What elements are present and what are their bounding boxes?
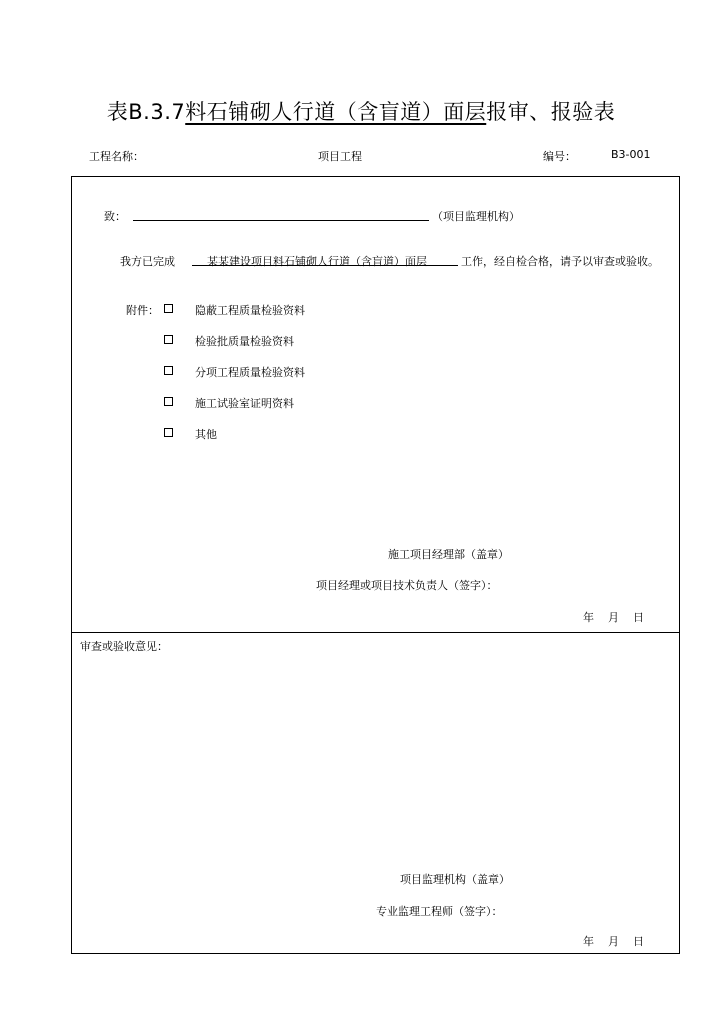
completion-work: 某某建设项目料石铺砌人行道（含盲道）面层 (207, 255, 427, 268)
contractor-dept: 施工项目经理部（盖章） (388, 548, 509, 561)
title-suffix: 报审、报验表 (486, 100, 616, 124)
review-label: 审查或验收意见： (80, 640, 168, 653)
checkbox-sub-item[interactable] (164, 366, 173, 375)
supervisor-signer: 专业监理工程师（签字）： (376, 905, 503, 918)
contractor-date: 年 月 日 (583, 611, 644, 624)
checkbox-inspection-lot[interactable] (164, 335, 173, 344)
form-title (0, 96, 722, 126)
recipient-field[interactable] (133, 220, 429, 221)
to-suffix: （项目监理机构） (432, 210, 520, 223)
form-frame (71, 176, 680, 954)
attachment-item: 施工试验室证明资料 (195, 397, 294, 410)
title-subject: 料石铺砌人行道（含盲道）面层 (185, 100, 487, 124)
attachment-item: 其他 (195, 428, 217, 441)
project-name-value: 项目工程 (318, 150, 362, 163)
work-underline (192, 265, 458, 266)
supervisor-org: 项目监理机构（盖章） (400, 873, 510, 886)
section-divider (71, 632, 680, 633)
contractor-signer: 项目经理或项目技术负责人（签字）： (316, 579, 498, 592)
attachment-item: 检验批质量检验资料 (195, 335, 294, 348)
attachments-label: 附件： (126, 304, 159, 317)
supervisor-date: 年 月 日 (583, 935, 644, 948)
attachment-item: 分项工程质量检验资料 (195, 366, 305, 379)
form-number-value: B3-001 (611, 148, 651, 161)
form-number-label: 编号： (543, 150, 576, 163)
attachment-item: 隐蔽工程质量检验资料 (195, 304, 305, 317)
to-label: 致： (104, 210, 126, 223)
completion-prefix: 我方已完成 (120, 255, 175, 268)
checkbox-lab-proof[interactable] (164, 397, 173, 406)
title-prefix: 表B.3.7 (106, 100, 186, 124)
project-name-label: 工程名称： (89, 150, 144, 163)
checkbox-concealed-work[interactable] (164, 304, 173, 313)
completion-suffix: 工作，经自检合格，请予以审查或验收。 (461, 255, 659, 268)
checkbox-other[interactable] (164, 428, 173, 437)
